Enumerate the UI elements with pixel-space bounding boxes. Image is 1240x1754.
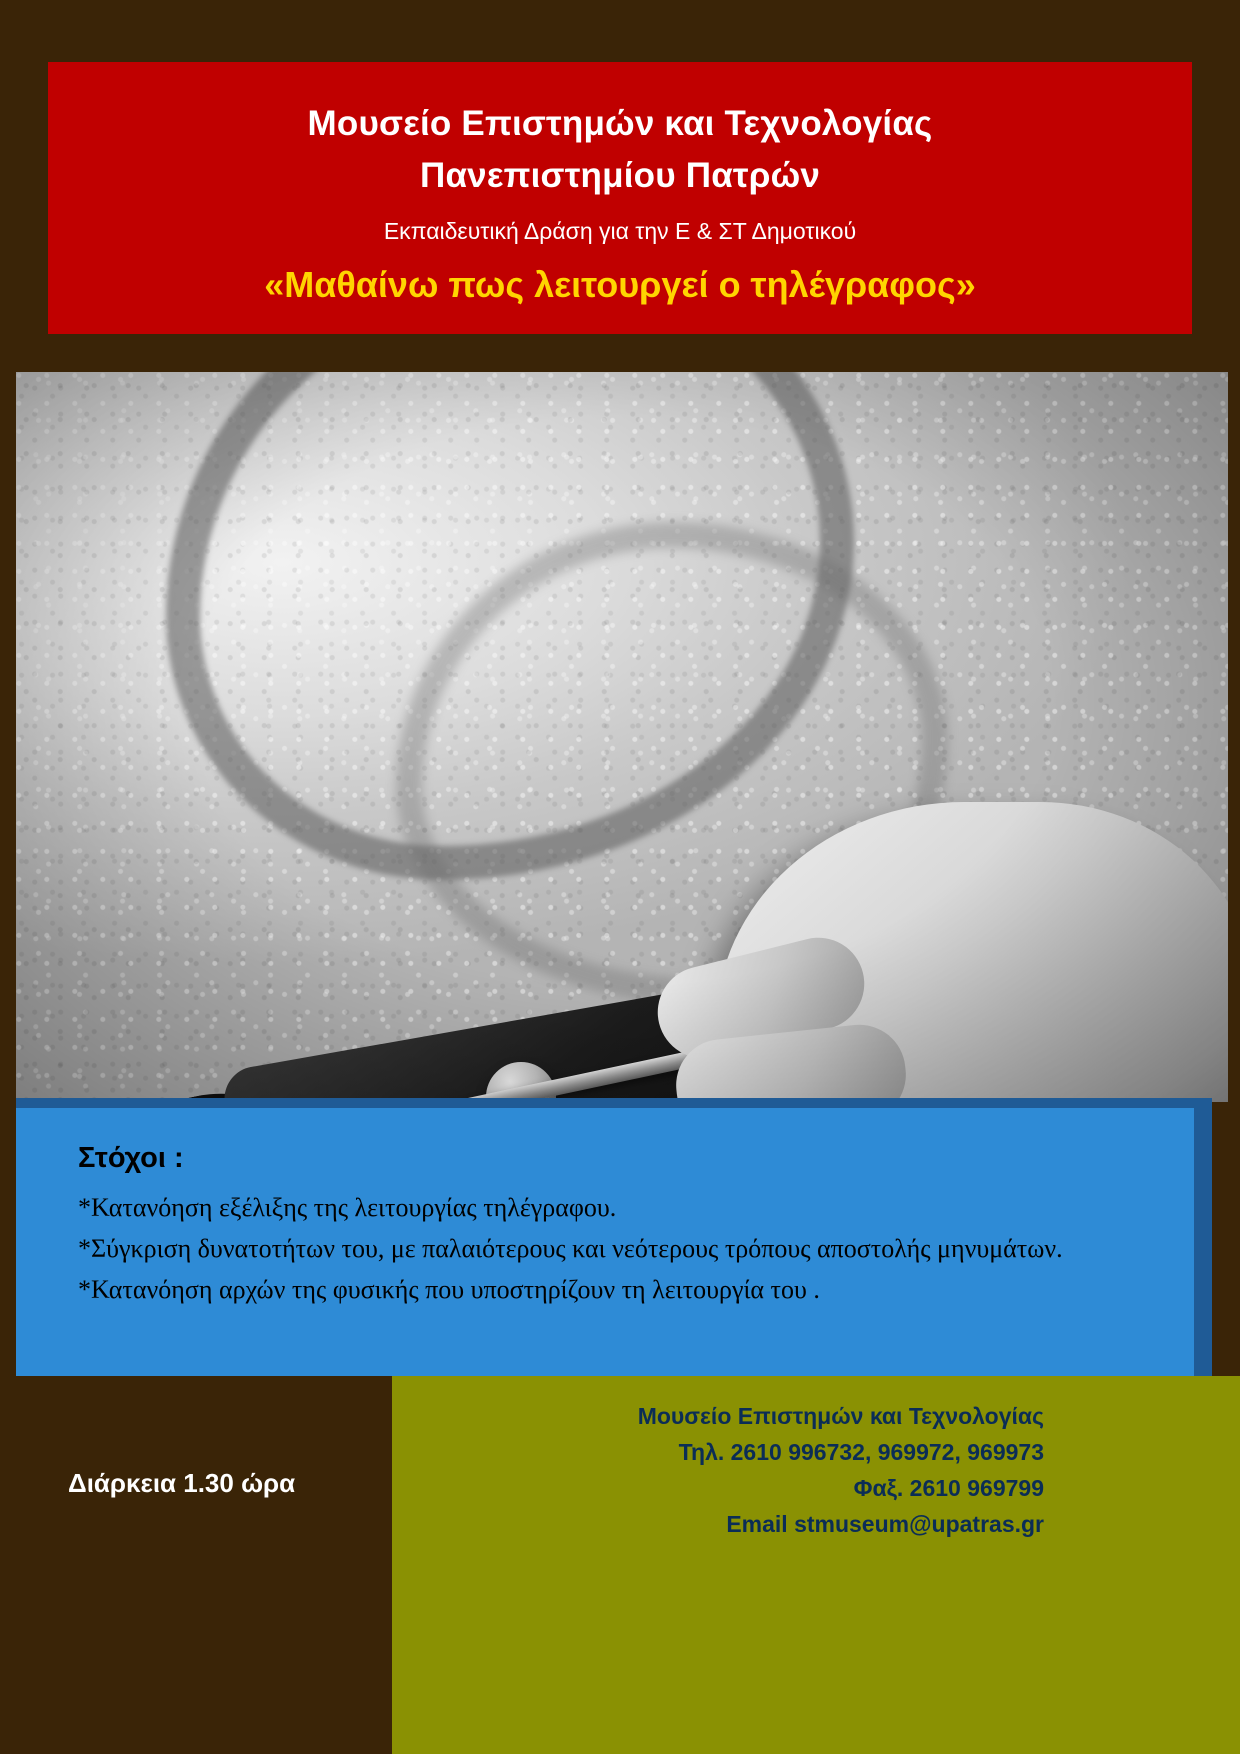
goals-panel xyxy=(16,1108,1194,1376)
telegraph-photo xyxy=(16,372,1228,1102)
contact-museum-name: Μουσείο Επιστημών και Τεχνολογίας xyxy=(637,1403,1044,1429)
goals-item: *Σύγκριση δυνατοτήτων του, με παλαιότερους και νεότερους τρόπους αποστολής μηνυμάτων. xyxy=(78,1234,1063,1263)
program-title: «Μαθαίνω πως λειτουργεί ο τηλέγραφος» xyxy=(264,264,976,305)
museum-title-line-1: Μουσείο Επιστημών και Τεχνολογίας xyxy=(307,104,933,143)
goals-item: *Κατανόηση εξέλιξης της λειτουργίας τηλέγραφου. xyxy=(78,1193,617,1222)
contact-info xyxy=(638,1398,1044,1542)
contact-phone: Τηλ. 2610 996732, 969972, 969973 xyxy=(678,1439,1044,1465)
duration-label: Διάρκεια 1.30 ώρα xyxy=(68,1468,296,1498)
museum-title-line-2: Πανεπιστημίου Πατρών xyxy=(419,156,821,195)
photo-vignette xyxy=(16,372,1228,1102)
header-banner xyxy=(48,62,1192,334)
footer-left-block xyxy=(0,1376,392,1754)
header-subtitle: Εκπαιδευτική Δράση για την Ε & ΣΤ Δημοτικού xyxy=(383,218,857,244)
contact-fax: Φαξ. 2610 969799 xyxy=(853,1475,1044,1501)
goals-item: *Κατανόηση αρχών της φυσικής που υποστηρίζουν τη λειτουργία του . xyxy=(78,1275,820,1304)
contact-email: Email stmuseum@upatras.gr xyxy=(726,1511,1044,1537)
goals-title: Στόχοι : xyxy=(78,1142,184,1174)
